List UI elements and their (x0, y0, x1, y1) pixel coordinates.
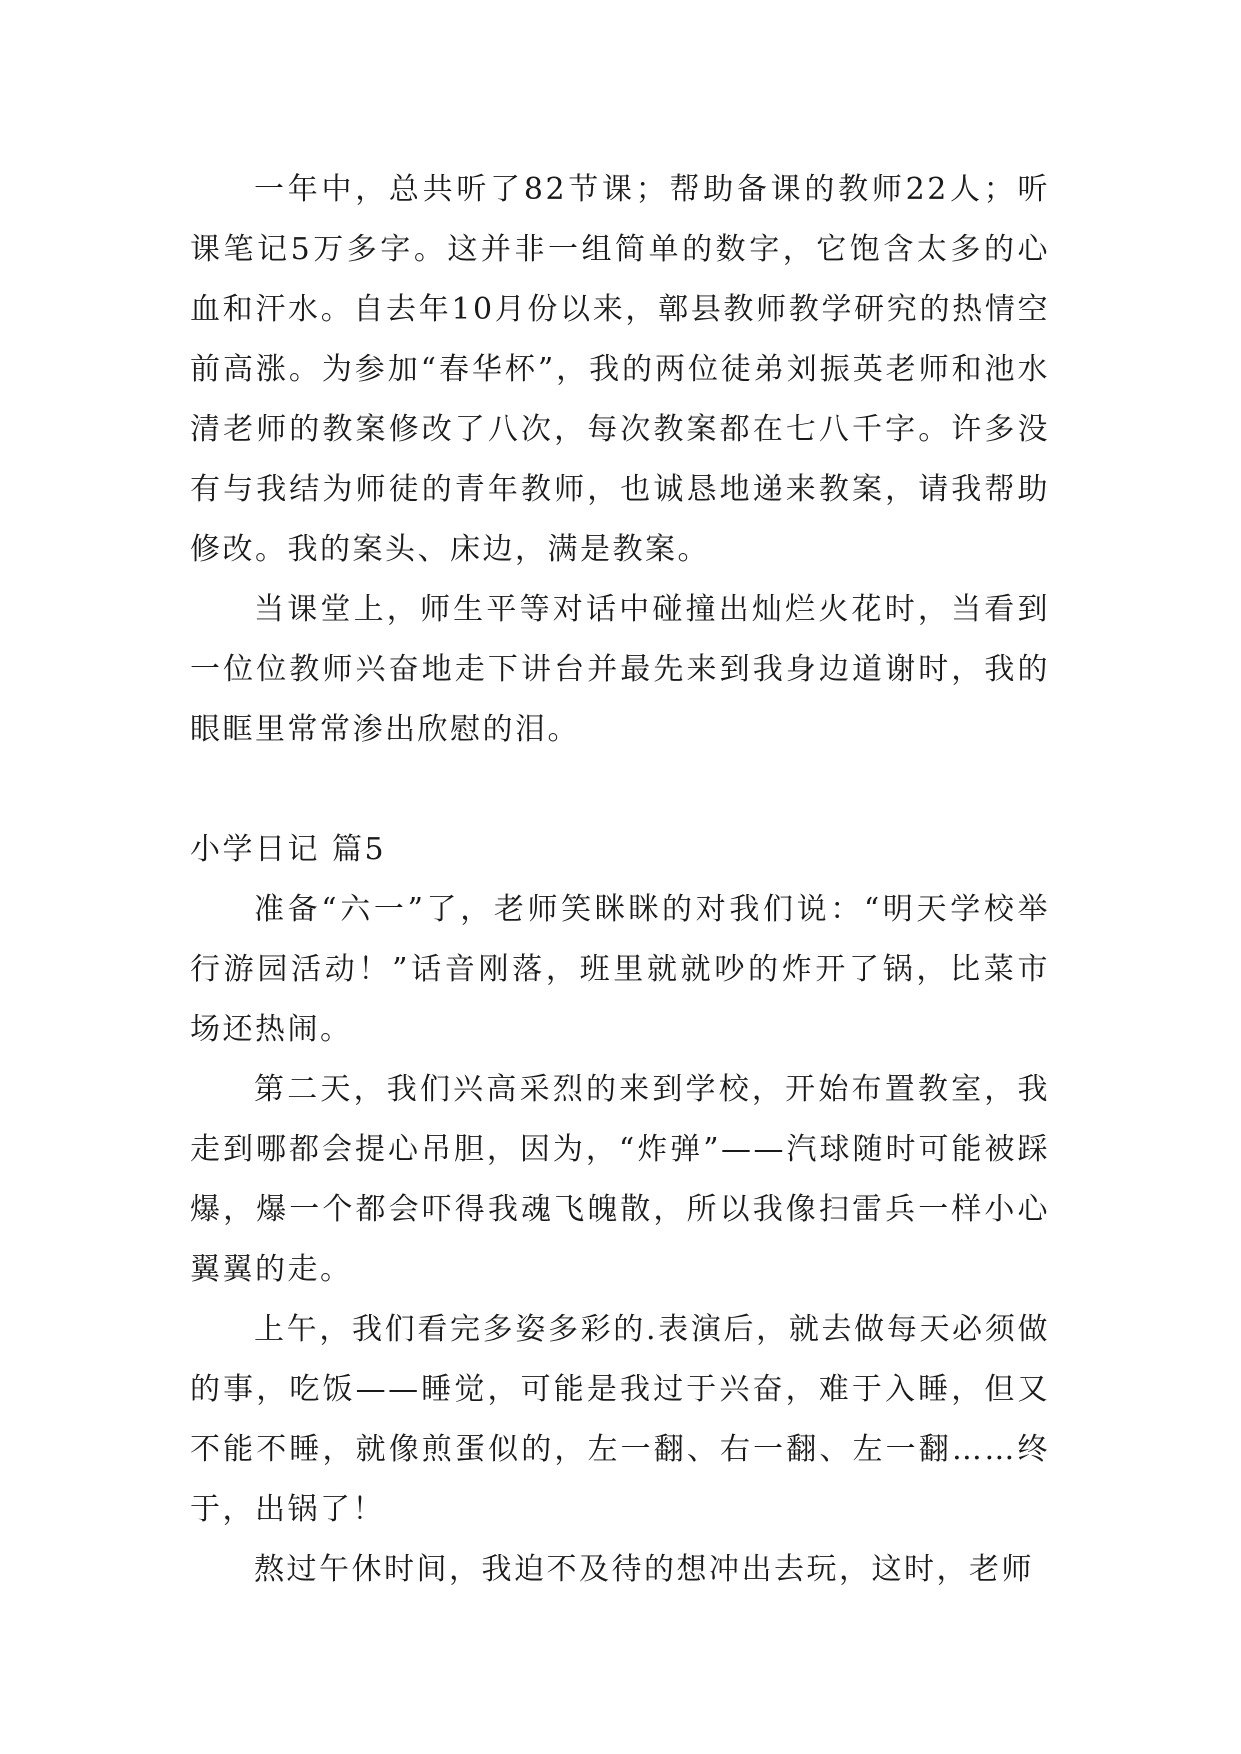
paragraph: 熬过午休时间，我迫不及待的想冲出去玩，这时，老师 (254, 1552, 1034, 1587)
document-page (190, 160, 1050, 1600)
section-heading: 小学日记 篇5 (190, 832, 387, 867)
paragraph: 准备“六一”了，老师笑眯眯的对我们说：“明天学校举行游园活动！”话音刚落，班里就就吵的炸开了锅，比菜市场还热闹。 (190, 892, 1050, 1047)
paragraph: 一年中，总共听了82节课；帮助备课的教师22人；听课笔记5万多字。这并非一组简单的数字，它饱含太多的心血和汗水。自去年10月份以来，鄣县教师教学研究的热情空前高涨。为参加“春华杯”，我的两位徒弟刘振英老师和池水清老师的教案修改了八次，每次教案都在七八千字。许多没有与我结为师徒的青年教师，也诚恳地递来教案，请我帮助修改。我的案头、床边，满是教案。 (190, 172, 1050, 567)
paragraph: 第二天，我们兴高采烈的来到学校，开始布置教室，我走到哪都会提心吊胆，因为，“炸弹”——汽球随时可能被踩爆，爆一个都会吓得我魂飞魄散，所以我像扫雷兵一样小心翼翼的走。 (190, 1072, 1050, 1287)
paragraph: 上午，我们看完多姿多彩的.表演后，就去做每天必须做的事，吃饭——睡觉，可能是我过于兴奋，难于入睡，但又不能不睡，就像煎蛋似的，左一翻、右一翻、左一翻……终于，出锅了！ (190, 1312, 1050, 1527)
paragraph: 当课堂上，师生平等对话中碰撞出灿烂火花时，当看到一位位教师兴奋地走下讲台并最先来到我身边道谢时，我的眼眶里常常渗出欣慰的泪。 (190, 592, 1050, 747)
